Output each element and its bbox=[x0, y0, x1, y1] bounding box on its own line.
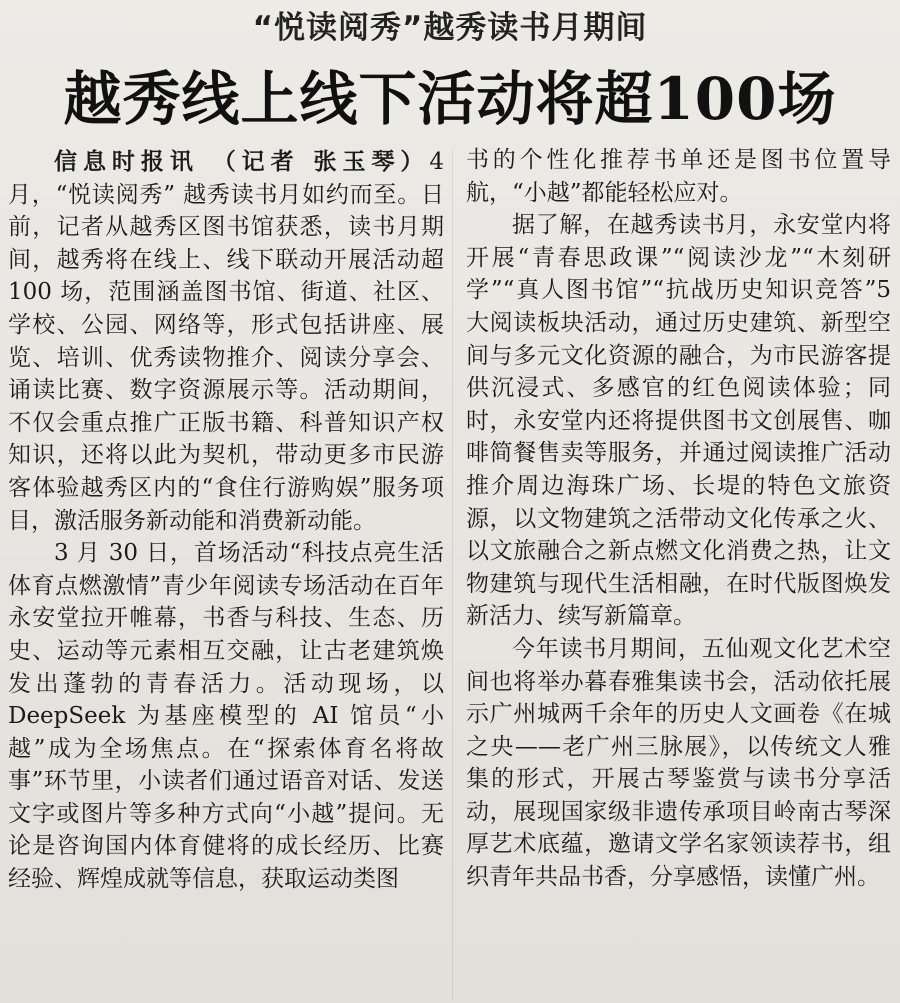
article-column-right bbox=[466, 144, 891, 894]
article-paragraph: 书的个性化推荐书单还是图书位置导航，“小越”都能轻松应对。 bbox=[466, 147, 891, 206]
column-divider bbox=[452, 150, 453, 1000]
article-paragraph: 据了解，在越秀读书月，永安堂内将开展“青春思政课”“阅读沙龙”“木刻研学”“真人图书馆”“抗战历史知识竞答”5 大阅读板块活动，通过历史建筑、新型空间与多元文化资源的融合，为市民游客提供沉浸式、多感官的红色阅读体验；同时，永安堂内还将提供图书文创展售、咖啡简餐售卖等服务，并通过阅读推广活动推介周边海珠广场、长堤的特色文旅资源，以文物建筑之活带动文化传承之火、以文旅融合之新点燃文化消费之热，让文物建筑与现代生活相融，在时代版图焕发新活力、续写新篇章。 bbox=[466, 212, 891, 630]
article-column-left bbox=[8, 146, 444, 896]
article-paragraph-text: 4月，“悦读阅秀” 越秀读书月如约而至。日前，记者从越秀区图书馆获悉，读书月期间，越秀将在线上、线下联动开展活动超 100 场，范围涵盖图书馆、街道、社区、学校、公园、网络等，形式包括讲座、展览、培训、优秀读物推介、阅读分享会、诵读比赛、数字资源展示等。活动期间，不仅会重点推广正版书籍、科普知识产权知识，还将以此为契机，带动更多市民游客体验越秀区内的“食住行游购娱”服务项目，激活服务新动能和消费新动能。 bbox=[8, 149, 444, 534]
article-byline: 信息时报讯 （记者 张玉琴） bbox=[54, 149, 430, 175]
article-paragraph: 今年读书月期间，五仙观文化艺术空间也将举办暮春雅集读书会，活动依托展示广州城两千余年的历史人文画卷《在城之央——老广州三脉展》，以传统文人雅集的形式，开展古琴鉴赏与读书分享活动，展现国家级非遗传承项目岭南古琴深厚艺术底蕴，邀请文学名家领读荐书，组织青年共品书香，分享感悟，读懂广州。 bbox=[466, 635, 891, 891]
article-paragraph bbox=[8, 146, 444, 537]
article-headline: 越秀线上线下活动将超100场 bbox=[63, 65, 837, 133]
article-kicker: “悦读阅秀”越秀读书月期间 bbox=[252, 10, 648, 46]
article-paragraph: 3 月 30 日，首场活动“科技点亮生活 体育点燃激情”青少年阅读专场活动在百年永安堂拉开帷幕，书香与科技、生态、历史、运动等元素相互交融，让古老建筑焕发出蓬勃的青春活力。活动现场，以 DeepSeek 为基座模型的 AI 馆员“小越”成为全场焦点。在“探索体育名将故事”环节里，小读者们通过语音对话、发送文字或图片等多种方式向“小越”提问。无论是咨询国内体育健将的成长经历、比赛经验、辉煌成就等信息，获取运动类图 bbox=[8, 540, 444, 893]
